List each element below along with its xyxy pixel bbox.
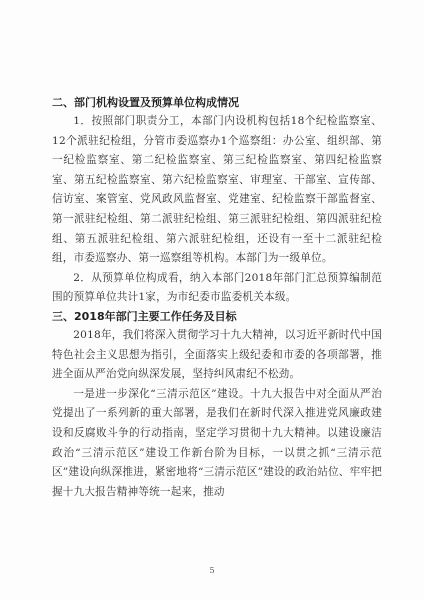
section-heading-institutions: 二、部门机构设置及预算单位构成情况 — [52, 96, 239, 109]
section-heading-tasks: 三、2018年部门主要工作任务及目标 — [52, 309, 237, 323]
paragraph-tasks-intro: 2018年，我们将深入贯彻学习十九大精神，以习近平新时代中国特色社会主义思想为指引，全面落实上级纪委和市委的各项部署，推进全面从严治党向纵深发展，坚持纠风肃纪不松劲。 — [52, 328, 382, 381]
paragraph-task-one: 一是进一步深化“三清示范区”建设。十九大报告中对全面从严治党提出了一系列新的重大部署，是我们在新时代深入推进党风廉政建设和反腐败斗争的行动指南，坚定学习贯彻十九大精神。以建设廉洁政治“三清示范区”建设工作新台阶为目标，一以贯之抓“三清示范区”建设向纵深推进，紧密地将“三清示范区”建设的政治站位、牢牢把握十九大报告精神等统一起来，推动 — [52, 387, 382, 498]
paragraph-institutions: 1．按照部门职责分工，本部门内设机构包括18个纪检监察室、12个派驻纪检组，分管市委巡察办1个巡察组：办公室、组织部、第一纪检监察室、第二纪检监察室、第三纪检监察室、第四纪检监察室、第五纪检监察室、第六纪检监察室、审理室、干部室、宣传部、信访室、案管室、党风政风监督室、党建室、纪检监察干部监督室、第一派驻纪检组、第二派驻纪检组、第三派驻纪检组、第四派驻纪检组、第五派驻纪检组、第六派驻纪检组，还设有一至十二派驻纪检组，市委巡察办、第一巡察组等机构。本部门为一级单位。 — [52, 115, 382, 265]
paragraph-budget-units: 2．从预算单位构成看，纳入本部门2018年部门汇总预算编制范围的预算单位共计1家，为市纪委市监委机关本级。 — [52, 271, 382, 304]
document-body — [52, 94, 382, 502]
page-number: 5 — [209, 566, 215, 575]
